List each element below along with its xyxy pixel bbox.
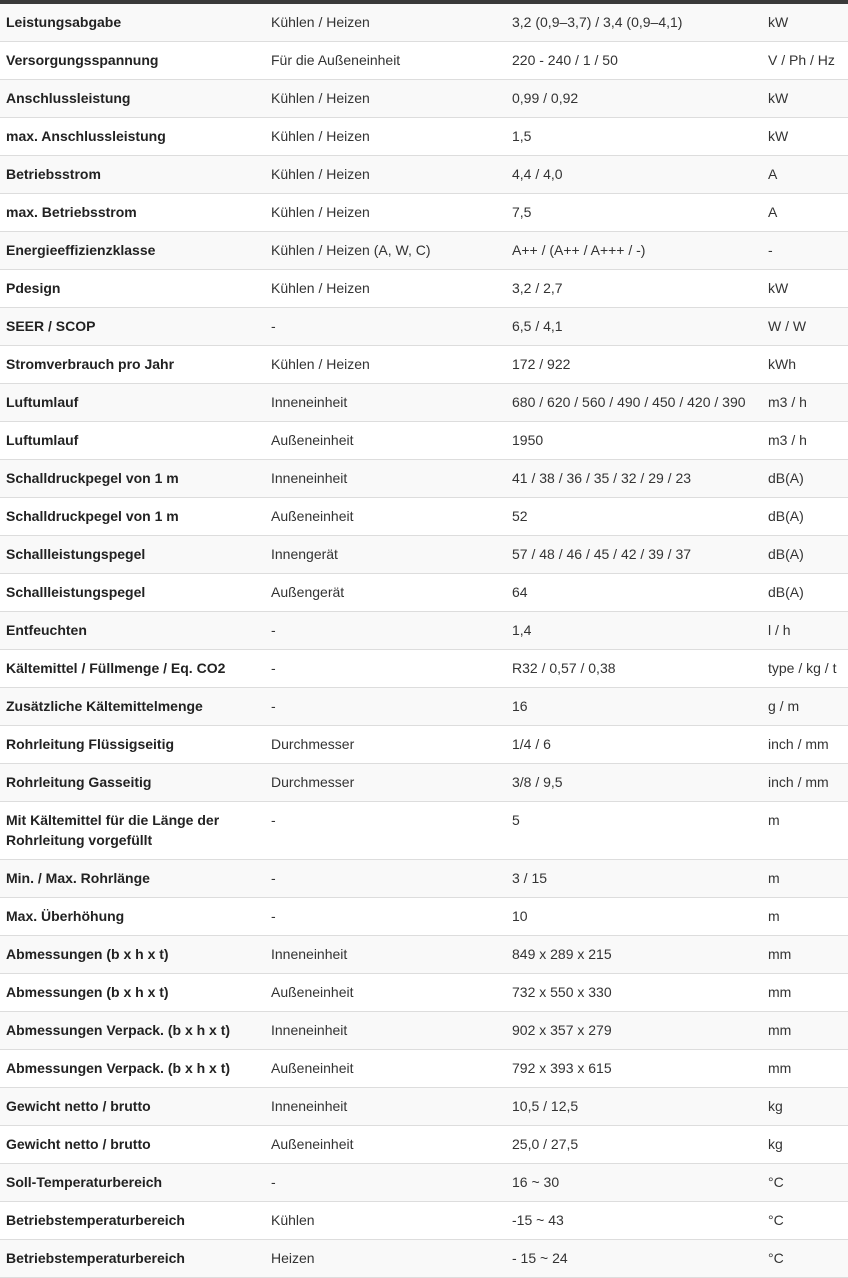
param-cell: Schallleistungspegel	[0, 574, 265, 612]
param-cell: Betriebstemperaturbereich	[0, 1240, 265, 1278]
condition-cell: Kühlen / Heizen	[265, 80, 506, 118]
table-row	[0, 1088, 848, 1126]
table-row	[0, 42, 848, 80]
value-cell: R32 / 0,57 / 0,38	[506, 650, 762, 688]
condition-cell: Innengerät	[265, 536, 506, 574]
table-row	[0, 498, 848, 536]
condition-cell: Kühlen / Heizen	[265, 346, 506, 384]
param-cell: Stromverbrauch pro Jahr	[0, 346, 265, 384]
value-cell: 16	[506, 688, 762, 726]
value-cell: 1,5	[506, 118, 762, 156]
unit-cell: l / h	[762, 612, 848, 650]
condition-cell: Durchmesser	[265, 764, 506, 802]
unit-cell: mm	[762, 936, 848, 974]
condition-cell: Kühlen / Heizen	[265, 4, 506, 42]
param-cell: Gewicht netto / brutto	[0, 1088, 265, 1126]
value-cell: 4,4 / 4,0	[506, 156, 762, 194]
unit-cell: kg	[762, 1088, 848, 1126]
table-row	[0, 1202, 848, 1240]
param-cell: Mit Kältemittel für die Länge der Rohrleitung vorgefüllt	[0, 802, 265, 860]
table-row	[0, 460, 848, 498]
param-cell: Energieeffizienzklasse	[0, 232, 265, 270]
unit-cell: m3 / h	[762, 384, 848, 422]
unit-cell: kW	[762, 80, 848, 118]
param-cell: Betriebstemperaturbereich	[0, 1202, 265, 1240]
condition-cell: -	[265, 612, 506, 650]
param-cell: max. Anschlussleistung	[0, 118, 265, 156]
condition-cell: -	[265, 860, 506, 898]
param-cell: Gewicht netto / brutto	[0, 1126, 265, 1164]
value-cell: 1,4	[506, 612, 762, 650]
condition-cell: Inneneinheit	[265, 936, 506, 974]
table-row	[0, 156, 848, 194]
param-cell: Kältemittel / Füllmenge / Eq. CO2	[0, 650, 265, 688]
unit-cell: kW	[762, 270, 848, 308]
unit-cell: kWh	[762, 346, 848, 384]
table-row	[0, 308, 848, 346]
param-cell: Betriebsstrom	[0, 156, 265, 194]
table-row	[0, 974, 848, 1012]
value-cell: 5	[506, 802, 762, 860]
table-row	[0, 194, 848, 232]
table-row	[0, 726, 848, 764]
table-row	[0, 80, 848, 118]
table-row	[0, 802, 848, 860]
condition-cell: -	[265, 308, 506, 346]
table-row	[0, 650, 848, 688]
table-row	[0, 1126, 848, 1164]
unit-cell: V / Ph / Hz	[762, 42, 848, 80]
condition-cell: Außeneinheit	[265, 422, 506, 460]
unit-cell: °C	[762, 1164, 848, 1202]
param-cell: max. Betriebsstrom	[0, 194, 265, 232]
table-row	[0, 232, 848, 270]
table-row	[0, 936, 848, 974]
value-cell: 10	[506, 898, 762, 936]
unit-cell: type / kg / t	[762, 650, 848, 688]
table-row	[0, 536, 848, 574]
spec-table	[0, 4, 848, 1278]
unit-cell: kg	[762, 1126, 848, 1164]
condition-cell: Inneneinheit	[265, 1088, 506, 1126]
table-row	[0, 1164, 848, 1202]
param-cell: Luftumlauf	[0, 384, 265, 422]
value-cell: 3/8 / 9,5	[506, 764, 762, 802]
unit-cell: kW	[762, 4, 848, 42]
value-cell: A++ / (A++ / A+++ / -)	[506, 232, 762, 270]
param-cell: Rohrleitung Flüssigseitig	[0, 726, 265, 764]
table-row	[0, 860, 848, 898]
value-cell: 7,5	[506, 194, 762, 232]
param-cell: Soll-Temperaturbereich	[0, 1164, 265, 1202]
condition-cell: -	[265, 802, 506, 860]
condition-cell: Außengerät	[265, 574, 506, 612]
unit-cell: m	[762, 860, 848, 898]
condition-cell: Außeneinheit	[265, 974, 506, 1012]
value-cell: 732 x 550 x 330	[506, 974, 762, 1012]
param-cell: Zusätzliche Kältemittelmenge	[0, 688, 265, 726]
param-cell: Abmessungen Verpack. (b x h x t)	[0, 1012, 265, 1050]
condition-cell: -	[265, 650, 506, 688]
value-cell: 3 / 15	[506, 860, 762, 898]
unit-cell: A	[762, 194, 848, 232]
value-cell: 10,5 / 12,5	[506, 1088, 762, 1126]
table-row	[0, 1050, 848, 1088]
condition-cell: Kühlen / Heizen	[265, 118, 506, 156]
unit-cell: dB(A)	[762, 536, 848, 574]
unit-cell: g / m	[762, 688, 848, 726]
table-row	[0, 384, 848, 422]
value-cell: 52	[506, 498, 762, 536]
value-cell: 1/4 / 6	[506, 726, 762, 764]
param-cell: Abmessungen Verpack. (b x h x t)	[0, 1050, 265, 1088]
value-cell: 0,99 / 0,92	[506, 80, 762, 118]
param-cell: Min. / Max. Rohrlänge	[0, 860, 265, 898]
value-cell: 6,5 / 4,1	[506, 308, 762, 346]
condition-cell: -	[265, 688, 506, 726]
unit-cell: dB(A)	[762, 460, 848, 498]
param-cell: Schalldruckpegel von 1 m	[0, 460, 265, 498]
condition-cell: -	[265, 1164, 506, 1202]
unit-cell: m	[762, 802, 848, 860]
condition-cell: Außeneinheit	[265, 1050, 506, 1088]
value-cell: -15 ~ 43	[506, 1202, 762, 1240]
value-cell: 64	[506, 574, 762, 612]
value-cell: 16 ~ 30	[506, 1164, 762, 1202]
condition-cell: Kühlen / Heizen	[265, 270, 506, 308]
unit-cell: A	[762, 156, 848, 194]
param-cell: Rohrleitung Gasseitig	[0, 764, 265, 802]
table-row	[0, 346, 848, 384]
value-cell: 849 x 289 x 215	[506, 936, 762, 974]
condition-cell: Inneneinheit	[265, 1012, 506, 1050]
value-cell: 41 / 38 / 36 / 35 / 32 / 29 / 23	[506, 460, 762, 498]
table-row	[0, 1012, 848, 1050]
unit-cell: -	[762, 232, 848, 270]
unit-cell: °C	[762, 1202, 848, 1240]
spec-table-body	[0, 4, 848, 1278]
condition-cell: Inneneinheit	[265, 460, 506, 498]
param-cell: Pdesign	[0, 270, 265, 308]
value-cell: - 15 ~ 24	[506, 1240, 762, 1278]
condition-cell: Für die Außeneinheit	[265, 42, 506, 80]
unit-cell: m	[762, 898, 848, 936]
param-cell: SEER / SCOP	[0, 308, 265, 346]
unit-cell: dB(A)	[762, 574, 848, 612]
value-cell: 3,2 (0,9–3,7) / 3,4 (0,9–4,1)	[506, 4, 762, 42]
condition-cell: Außeneinheit	[265, 498, 506, 536]
param-cell: Schalldruckpegel von 1 m	[0, 498, 265, 536]
table-row	[0, 118, 848, 156]
unit-cell: °C	[762, 1240, 848, 1278]
unit-cell: inch / mm	[762, 764, 848, 802]
table-row	[0, 612, 848, 650]
param-cell: Leistungsabgabe	[0, 4, 265, 42]
condition-cell: Kühlen	[265, 1202, 506, 1240]
param-cell: Abmessungen (b x h x t)	[0, 936, 265, 974]
param-cell: Anschlussleistung	[0, 80, 265, 118]
table-row	[0, 688, 848, 726]
unit-cell: mm	[762, 1050, 848, 1088]
param-cell: Abmessungen (b x h x t)	[0, 974, 265, 1012]
table-row	[0, 764, 848, 802]
value-cell: 680 / 620 / 560 / 490 / 450 / 420 / 390	[506, 384, 762, 422]
param-cell: Max. Überhöhung	[0, 898, 265, 936]
unit-cell: mm	[762, 974, 848, 1012]
value-cell: 25,0 / 27,5	[506, 1126, 762, 1164]
condition-cell: Kühlen / Heizen (A, W, C)	[265, 232, 506, 270]
table-row	[0, 1240, 848, 1278]
unit-cell: inch / mm	[762, 726, 848, 764]
unit-cell: W / W	[762, 308, 848, 346]
unit-cell: mm	[762, 1012, 848, 1050]
unit-cell: m3 / h	[762, 422, 848, 460]
value-cell: 220 - 240 / 1 / 50	[506, 42, 762, 80]
value-cell: 172 / 922	[506, 346, 762, 384]
value-cell: 3,2 / 2,7	[506, 270, 762, 308]
condition-cell: Kühlen / Heizen	[265, 194, 506, 232]
param-cell: Schallleistungspegel	[0, 536, 265, 574]
condition-cell: -	[265, 898, 506, 936]
value-cell: 57 / 48 / 46 / 45 / 42 / 39 / 37	[506, 536, 762, 574]
param-cell: Luftumlauf	[0, 422, 265, 460]
table-row	[0, 4, 848, 42]
condition-cell: Kühlen / Heizen	[265, 156, 506, 194]
table-row	[0, 574, 848, 612]
condition-cell: Außeneinheit	[265, 1126, 506, 1164]
table-row	[0, 422, 848, 460]
value-cell: 792 x 393 x 615	[506, 1050, 762, 1088]
condition-cell: Heizen	[265, 1240, 506, 1278]
table-row	[0, 898, 848, 936]
table-row	[0, 270, 848, 308]
unit-cell: kW	[762, 118, 848, 156]
param-cell: Versorgungsspannung	[0, 42, 265, 80]
value-cell: 1950	[506, 422, 762, 460]
value-cell: 902 x 357 x 279	[506, 1012, 762, 1050]
condition-cell: Durchmesser	[265, 726, 506, 764]
param-cell: Entfeuchten	[0, 612, 265, 650]
condition-cell: Inneneinheit	[265, 384, 506, 422]
unit-cell: dB(A)	[762, 498, 848, 536]
